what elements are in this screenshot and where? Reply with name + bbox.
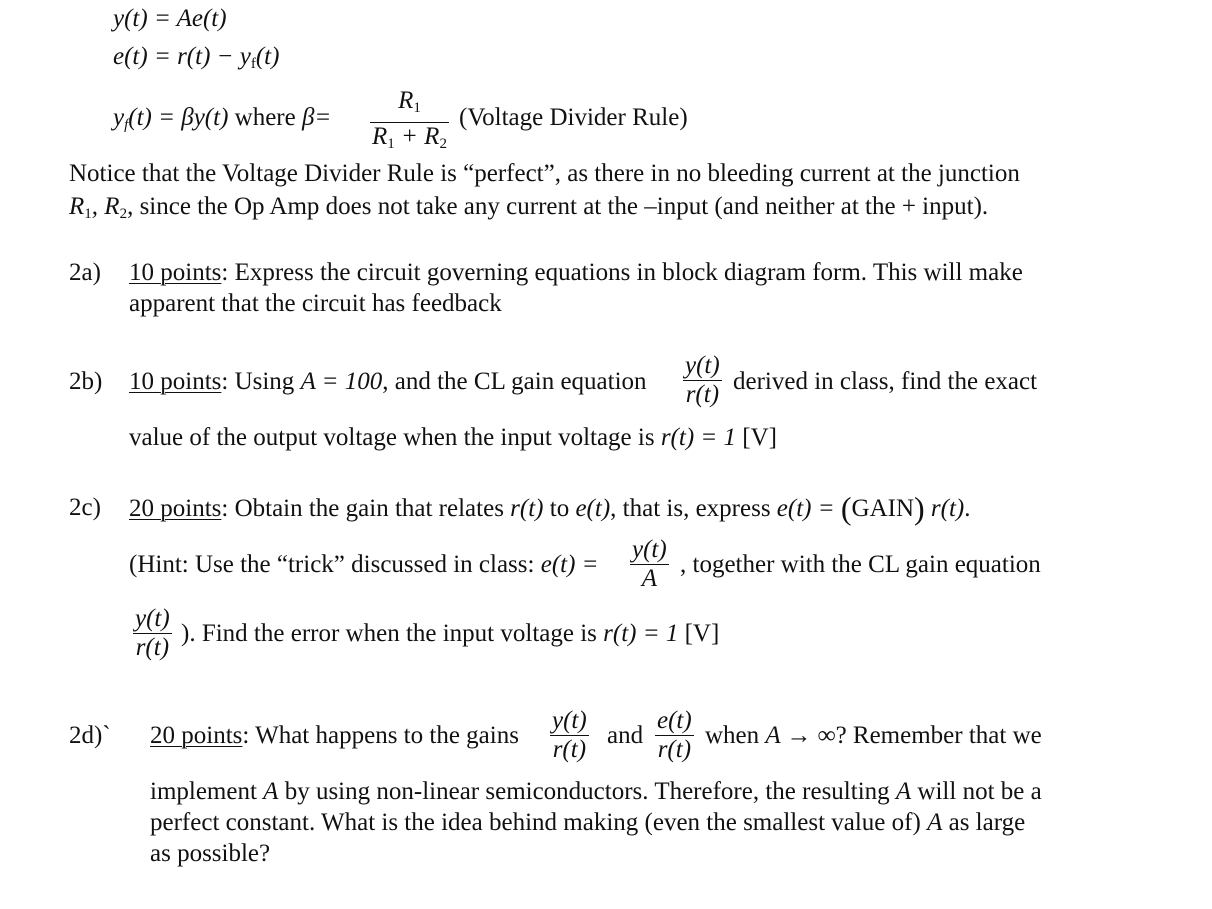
equation-error: $e(t) = r(t) - y_f(t)$ <box>113 43 280 72</box>
question-2d-line-3: perfect constant. What is the idea behind making (even the smallest value of) A as large <box>150 809 1026 836</box>
cl-gain-fraction-2c: y(t) r(t) <box>135 605 170 661</box>
question-2c-hint: (Hint: Use the “trick” discussed in class: e(t) = <box>129 551 599 578</box>
question-2c-hint-end: , together with the CL gain equation <box>680 551 1041 578</box>
question-2d-line-4: as possible? <box>150 840 271 867</box>
question-2a-label: 2a) <box>69 259 101 286</box>
question-2d-and: and <box>607 722 644 749</box>
equation-feedback: $y_f(t) = \beta y(t)$ where β= <box>113 104 332 133</box>
cl-gain-fraction: y(t) r(t) <box>685 352 720 408</box>
question-2c-line-3: ). Find the error when the input voltage is r(t) = 1 [V] <box>181 620 720 647</box>
notice-line-2: $R_1$, $R_2$, since the Op Amp does not take any current at the –input (and neither at the + input). <box>69 193 989 222</box>
voltage-divider-label: (Voltage Divider Rule) <box>459 104 688 131</box>
question-2a-line-2: apparent that the circuit has feedback <box>129 290 502 317</box>
gain-fraction-y-over-r: y(t) r(t) <box>552 707 587 763</box>
question-2a-line-1: 10 points: Express the circuit governing equations in block diagram form. This will make <box>129 259 1023 286</box>
question-2c-line-1: 20 points: Obtain the gain that relates r(t) to e(t), that is, express e(t) = (GAIN) r(t). <box>129 490 971 526</box>
hint-fraction: y(t) A <box>632 536 667 592</box>
question-2d-label: 2d)` <box>69 722 111 749</box>
question-2d-line-1-end: when A → ∞? Remember that we <box>705 722 1042 749</box>
question-2d-line-1: 20 points: What happens to the gains <box>150 722 519 749</box>
equation-output: y(t) = Ae(t) <box>113 5 227 32</box>
question-2b-line-1-end: derived in class, find the exact <box>733 368 1038 395</box>
question-2c-label: 2c) <box>69 494 101 521</box>
gain-fraction-e-over-r: e(t) r(t) <box>657 707 692 763</box>
question-2b-line-2: value of the output voltage when the input voltage is r(t) = 1 [V] <box>129 424 777 451</box>
notice-line-1: Notice that the Voltage Divider Rule is “perfect”, as there in no bleeding current at the junction <box>69 160 1020 187</box>
question-2d-line-2: implement A by using non-linear semiconductors. Therefore, the resulting A will not be a <box>150 778 1042 805</box>
question-2b-label: 2b) <box>69 368 103 395</box>
question-2b-line-1: 10 points: Using A = 100, and the CL gain equation <box>129 368 647 395</box>
beta-fraction: $R_1$ $R_1 + R_2$ <box>372 87 447 152</box>
